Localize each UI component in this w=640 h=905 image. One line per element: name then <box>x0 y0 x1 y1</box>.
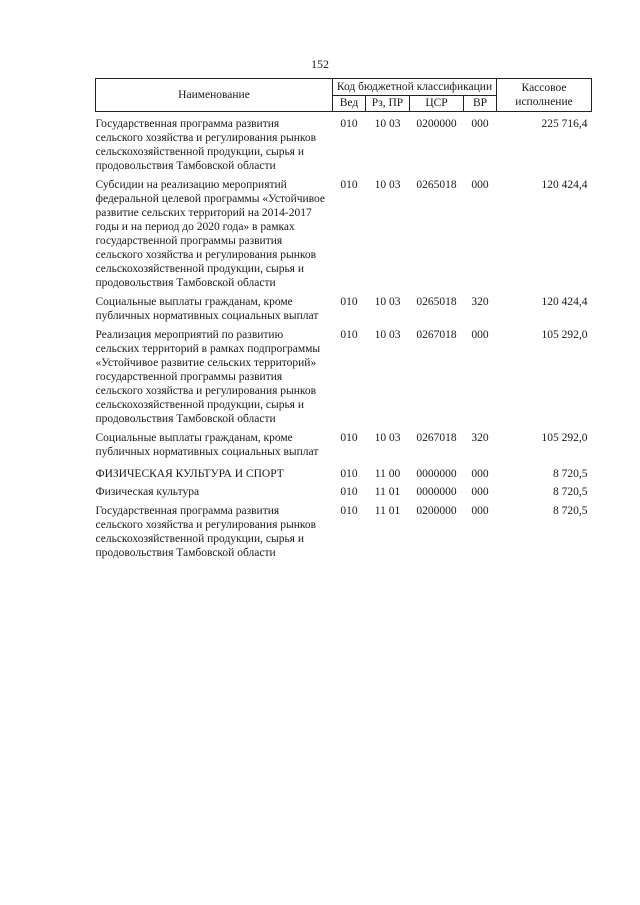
row-csr: 0200000 <box>416 505 457 517</box>
row-rz-pr: 10 03 <box>374 118 401 130</box>
header-csr: ЦСР <box>410 95 464 112</box>
row-name: Социальные выплаты гражданам, кроме публичных нормативных социальных выплат <box>95 432 319 458</box>
row-csr: 0267018 <box>416 329 457 341</box>
header-code-group: Код бюджетной классификации <box>333 79 497 96</box>
header-amount: Кассовое исполнение <box>497 79 592 112</box>
row-ved: 010 <box>340 296 358 308</box>
row-rz-pr: 11 01 <box>374 505 401 517</box>
row-amount: 225 716,4 <box>541 118 588 130</box>
row-rz-pr: 10 03 <box>374 296 401 308</box>
row-ved: 010 <box>340 468 358 480</box>
row-amount: 120 424,4 <box>541 179 588 191</box>
row-ved: 010 <box>340 486 358 498</box>
row-amount: 8 720,5 <box>553 468 588 480</box>
header-rz-pr: Рз, ПР <box>366 95 410 112</box>
table-row <box>96 431 592 464</box>
page-number: 152 <box>311 57 329 71</box>
row-ved: 010 <box>340 118 358 130</box>
row-vr: 000 <box>471 486 489 498</box>
table-row <box>96 464 592 485</box>
row-csr: 0200000 <box>416 118 457 130</box>
row-amount: 105 292,0 <box>541 329 588 341</box>
budget-execution-table <box>95 78 592 565</box>
table-row <box>96 504 592 565</box>
row-vr: 320 <box>471 432 489 444</box>
row-csr: 0265018 <box>416 179 457 191</box>
row-name: Субсидии на реализацию мероприятий федеральной целевой программы «Устойчивое развитие сельских территорий на 2014-2017 годы и на период до 2020 года» в рамках государственной программы развития сельского хозяйства и регулирования рынков сельскохозяйственной продукции, сырья и продовольствия Тамбовской области <box>95 179 326 289</box>
row-name: Социальные выплаты гражданам, кроме публичных нормативных социальных выплат <box>95 296 319 322</box>
row-rz-pr: 10 03 <box>374 329 401 341</box>
row-rz-pr: 10 03 <box>374 179 401 191</box>
row-vr: 000 <box>471 329 489 341</box>
row-csr: 0267018 <box>416 432 457 444</box>
row-ved: 010 <box>340 505 358 517</box>
row-ved: 010 <box>340 179 358 191</box>
row-amount: 8 720,5 <box>553 505 588 517</box>
row-rz-pr: 10 03 <box>374 432 401 444</box>
row-vr: 000 <box>471 468 489 480</box>
row-csr: 0265018 <box>416 296 457 308</box>
row-name: Государственная программа развития сельского хозяйства и регулирования рынков сельскохозяйственной продукции, сырья и продовольствия Тамбовской области <box>95 118 317 172</box>
row-csr: 0000000 <box>416 468 457 480</box>
header-ved: Вед <box>333 95 366 112</box>
row-vr: 000 <box>471 505 489 517</box>
row-name: Физическая культура <box>95 486 200 498</box>
row-vr: 320 <box>471 296 489 308</box>
table-row <box>96 485 592 504</box>
row-amount: 105 292,0 <box>541 432 588 444</box>
table-row <box>96 112 592 179</box>
row-amount: 120 424,4 <box>541 296 588 308</box>
table-row <box>96 178 592 295</box>
row-rz-pr: 11 01 <box>374 486 401 498</box>
header-vr: ВР <box>464 95 497 112</box>
row-vr: 000 <box>471 118 489 130</box>
row-name: ФИЗИЧЕСКАЯ КУЛЬТУРА И СПОРТ <box>95 468 284 480</box>
row-ved: 010 <box>340 329 358 341</box>
row-csr: 0000000 <box>416 486 457 498</box>
row-ved: 010 <box>340 432 358 444</box>
table-row <box>96 328 592 431</box>
header-name: Наименование <box>96 79 333 112</box>
table-row <box>96 295 592 328</box>
row-amount: 8 720,5 <box>553 486 588 498</box>
row-vr: 000 <box>471 179 489 191</box>
row-name: Реализация мероприятий по развитию сельских территорий в рамках подпрограммы «Устойчивое развитие сельских территорий» государственной программы развития сельского хозяйства и регулирования рынков сельскохозяйственной продукции, сырья и продовольствия Тамбовской области <box>95 329 321 425</box>
row-name: Государственная программа развития сельского хозяйства и регулирования рынков сельскохозяйственной продукции, сырья и продовольствия Тамбовской области <box>95 505 317 559</box>
row-rz-pr: 11 00 <box>374 468 401 480</box>
